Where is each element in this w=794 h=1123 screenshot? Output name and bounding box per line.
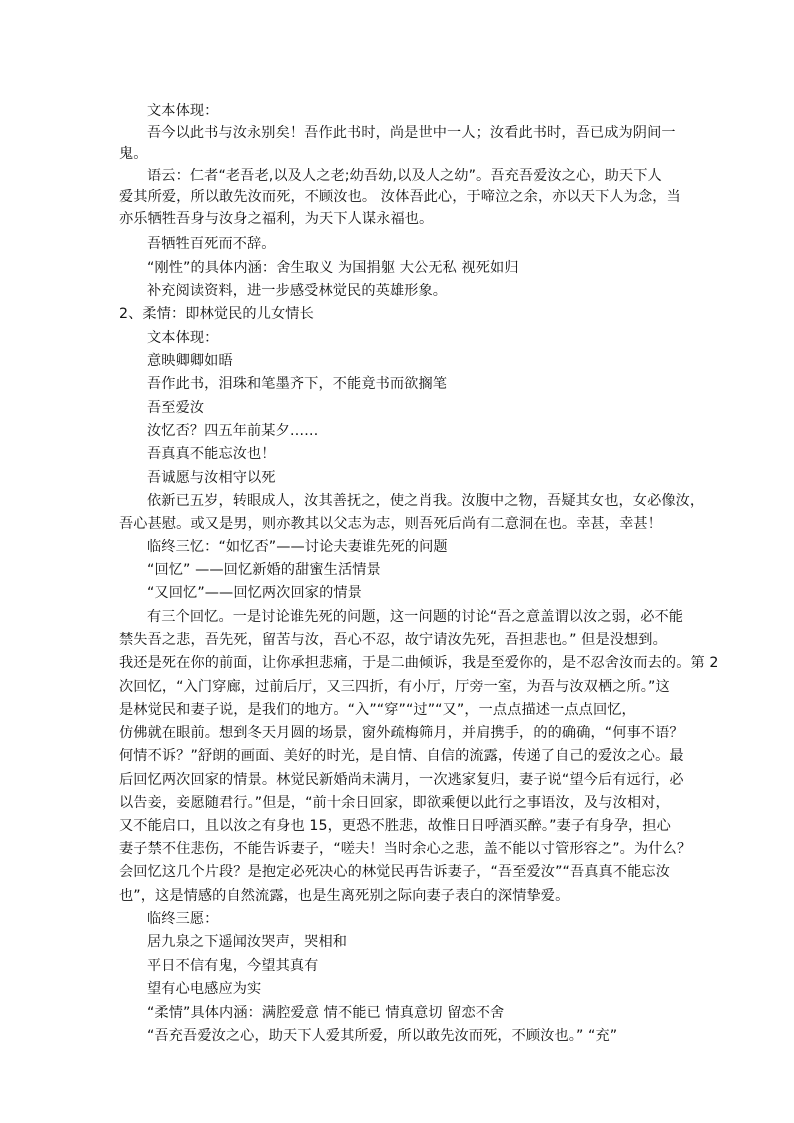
text-line: 亦乐牺牲吾身与汝身之福利，为天下人谋永福也。	[119, 211, 434, 227]
text-line: 是林觉民和妻子说，是我们的地方。“入”“穿”“过”“又”，一点点描述一点点回忆，	[119, 702, 636, 718]
text-line: 吾真真不能忘汝也！	[147, 446, 276, 462]
text-line: 又不能启口，且以汝之有身也 15，更恐不胜悲，故惟日日呼酒买醉。”妻子有身孕，担心	[119, 818, 671, 834]
section-heading: 2、柔情：即林觉民的儿女情长	[119, 306, 314, 322]
text-line: 有三个回忆。一是讨论谁先死的问题，这一问题的讨论“吾之意盖谓以汝之弱，必不能	[147, 609, 684, 625]
text-line: 吾至爱汝	[147, 400, 205, 416]
text-line: 语云：仁者“老吾老,以及人之老;幼吾幼,以及人之幼”。吾充吾爱汝之心，助天下人	[147, 168, 662, 184]
text-line: 依新已五岁，转眼成人，汝其善抚之，使之肖我。汝腹中之物，吾疑其女也，女必像汝，	[147, 493, 705, 509]
text-line: 平日不信有鬼，今望其真有	[147, 958, 319, 974]
text-line: 意映卿卿如晤	[147, 353, 233, 369]
text-line: 汝忆否？四五年前某夕……	[147, 423, 319, 439]
text-line: 居九泉之下遥闻汝哭声，哭相和	[147, 934, 348, 950]
text-line: 吾作此书，泪珠和笔墨齐下，不能竟书而欲搁笔	[147, 376, 448, 392]
text-line: 文本体现：	[147, 330, 219, 346]
text-line: 会回忆这几个片段？是抱定必死决心的林觉民再告诉妻子，“吾至爱汝”“吾真真不能忘汝	[119, 864, 670, 880]
text-line: 也”，这是情感的自然流露，也是生离死别之际向妻子表白的深情挚爱。	[119, 888, 570, 904]
text-line: 以告妾，妾愿随君行。”但是，“前十余日回家，即欲乘便以此行之事语汝，及与汝相对，	[119, 795, 670, 811]
text-line: 望有心电感应为实	[147, 981, 262, 997]
text-line: 吾诚愿与汝相守以死	[147, 470, 276, 486]
text-line: 何情不诉？”舒朗的画面、美好的时光，是自情、自信的流露，传递了自己的爱汝之心。最	[119, 748, 684, 764]
text-line: 临终三愿：	[147, 911, 219, 927]
text-line: “又回忆”——回忆两次回家的情景	[147, 585, 362, 601]
text-line: 后回忆两次回家的情景。林觉民新婚尚未满月，一次逃家复归，妻子说“望今后有远行，必	[119, 772, 684, 788]
text-line: 补充阅读资料，进一步感受林觉民的英雄形象。	[147, 283, 448, 299]
text-line: 仿佛就在眼前。想到冬天月圆的场景，窗外疏梅筛月，并肩携手，的的确确，“何事不语？	[119, 725, 684, 741]
text-line: 鬼。	[119, 146, 148, 162]
text-line: 吾牺牲百死而不辞。	[147, 236, 276, 252]
text-line: 爱其所爱，所以敢先汝而死，不顾汝也。 汝体吾此心，于啼泣之余，亦以天下人为念，当	[119, 189, 681, 205]
text-line: “吾充吾爱汝之心，助天下人爱其所爱，所以敢先汝而死，不顾汝也。” “充”	[147, 1028, 618, 1044]
text-line: 妻子禁不住悲伤，不能告诉妻子，“嗟夫！当时余心之悲，盖不能以寸管形容之”。为什么？	[119, 841, 692, 857]
text-line: “回忆” ——回忆新婚的甜蜜生活情景	[147, 562, 381, 578]
text-line: 文本体现：	[147, 103, 219, 119]
text-line: 禁失吾之悲，吾先死，留苦与汝，吾心不忍，故宁请汝先死，吾担悲也。” 但是没想到。	[119, 632, 667, 648]
text-line: 吾心甚慰。或又是男，则亦教其以父志为志，则吾死后尚有二意洞在也。幸甚，幸甚！	[119, 516, 662, 532]
text-line: 次回忆，“入门穿廊，过前后厅，又三四折，有小厅，厅旁一室，为吾与汝双栖之所。”这	[119, 679, 670, 695]
text-line: “柔情”具体内涵：满腔爱意 情不能已 情真意切 留恋不舍	[147, 1005, 505, 1021]
text-line: “刚性”的具体内涵：舍生取义 为国捐躯 大公无私 视死如归	[147, 260, 519, 276]
text-line: 临终三忆：“如忆否”——讨论夫妻谁先死的问题	[147, 539, 448, 555]
text-line: 我还是死在你的前面，让你承担悲痛，于是二曲倾诉，我是至爱你的，是不忍舍汝而去的。第 2	[119, 655, 719, 671]
text-line: 吾今以此书与汝永别矣！吾作此书时，尚是世中一人；汝看此书时，吾已成为阴间一	[147, 125, 676, 141]
